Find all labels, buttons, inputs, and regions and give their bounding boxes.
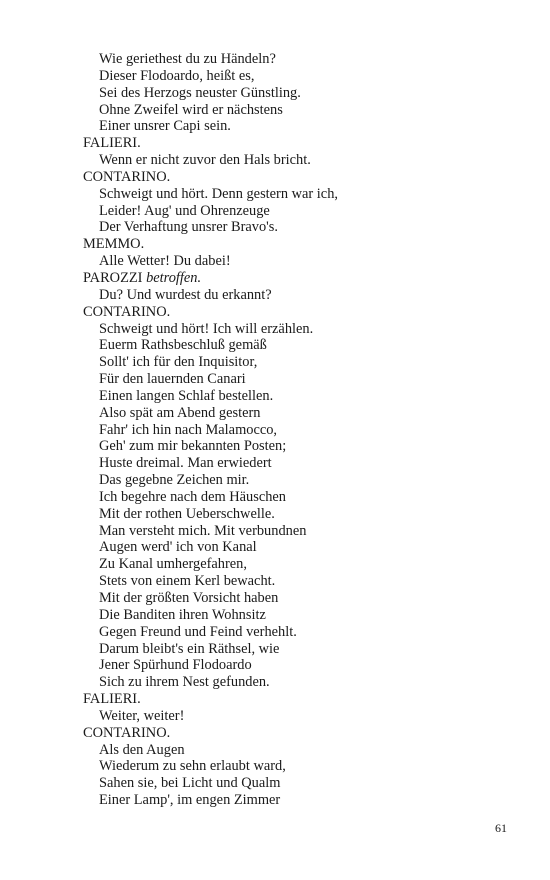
verse-text: Weiter, weiter! <box>99 707 185 724</box>
verse-line <box>83 152 523 169</box>
verse-line <box>83 708 523 725</box>
speaker-name: FALIERI. <box>83 135 141 152</box>
verse-text: Huste dreimal. Man erwiedert <box>99 455 272 472</box>
verse-line <box>83 674 523 691</box>
verse-text: Die Banditen ihren Wohnsitz <box>99 606 266 623</box>
verse-line <box>83 405 523 422</box>
verse-line <box>83 523 523 540</box>
verse-text: Sei des Herzogs neuster Günstling. <box>99 84 301 101</box>
verse-text: Schweigt und hört. Denn gestern war ich, <box>99 185 338 202</box>
speaker-line <box>83 270 523 287</box>
verse-text: Mit der rothen Ueberschwelle. <box>99 505 275 522</box>
verse-text: Ohne Zweifel wird er nächstens <box>99 101 283 118</box>
verse-line <box>83 742 523 759</box>
verse-text: Wie geriethest du zu Händeln? <box>99 51 276 67</box>
verse-line <box>83 758 523 775</box>
verse-line <box>83 657 523 674</box>
speaker-line <box>83 725 523 742</box>
verse-text: Gegen Freund und Feind verhehlt. <box>99 623 297 640</box>
verse-text: Man versteht mich. Mit verbundnen <box>99 522 307 539</box>
verse-text: Euerm Rathsbeschluß gemäß <box>99 337 267 354</box>
verse-line <box>83 506 523 523</box>
speaker-name: CONTARINO. <box>83 724 171 741</box>
speaker-line <box>83 135 523 152</box>
verse-text: Schweigt und hört! Ich will erzählen. <box>99 320 314 337</box>
verse-line <box>83 118 523 135</box>
speaker-name: FALIERI. <box>83 691 141 708</box>
verse-text: Einer Lamp', im engen Zimmer <box>99 792 281 809</box>
verse-text: Sahen sie, bei Licht und Qualm <box>99 775 281 792</box>
verse-line <box>83 388 523 405</box>
verse-text: Leider! Aug' und Ohrenzeuge <box>99 202 270 219</box>
verse-line <box>83 607 523 624</box>
verse-line <box>83 371 523 388</box>
verse-text: Fahr' ich hin nach Malamocco, <box>99 421 278 438</box>
verse-line <box>83 219 523 236</box>
verse-line <box>83 472 523 489</box>
verse-text: Also spät am Abend gestern <box>99 404 261 421</box>
verse-line <box>83 68 523 85</box>
verse-line <box>83 321 523 338</box>
verse-text: Mit der größten Vorsicht haben <box>99 590 279 606</box>
speaker-line <box>83 169 523 186</box>
verse-line <box>83 455 523 472</box>
speaker-name: MEMMO. <box>83 236 145 253</box>
stage-direction: betroffen. <box>146 269 202 286</box>
verse-line <box>83 337 523 354</box>
verse-text: Für den lauernden Canari <box>99 371 246 388</box>
verse-text: Jener Spürhund Flodoardo <box>99 657 252 674</box>
page-number: 61 <box>495 821 507 835</box>
verse-line <box>83 422 523 439</box>
verse-text: Als den Augen <box>99 741 185 758</box>
verse-text: Ich begehre nach dem Häuschen <box>99 488 286 505</box>
verse-text: Darum bleibt's ein Räthsel, wie <box>99 640 280 657</box>
speaker-line <box>83 304 523 321</box>
verse-line <box>83 539 523 556</box>
verse-line <box>83 438 523 455</box>
verse-text: Augen werd' ich von Kanal <box>99 539 257 556</box>
play-text <box>83 51 523 809</box>
speaker-name: CONTARINO. <box>83 168 171 185</box>
verse-text: Sollt' ich für den Inquisitor, <box>99 354 258 371</box>
verse-text: Dieser Flodoardo, heißt es, <box>99 67 255 84</box>
verse-line <box>83 590 523 607</box>
verse-text: Sich zu ihrem Nest gefunden. <box>99 674 270 691</box>
verse-text: Geh' zum mir bekannten Posten; <box>99 438 287 455</box>
verse-text: Alle Wetter! Du dabei! <box>99 253 231 270</box>
verse-text: Stets von einem Kerl bewacht. <box>99 573 276 590</box>
verse-line <box>83 556 523 573</box>
verse-text: Wiederum zu sehn erlaubt ward, <box>99 758 286 775</box>
verse-text: Zu Kanal umhergefahren, <box>99 556 247 573</box>
verse-line <box>83 775 523 792</box>
speaker-name: PAROZZI <box>83 269 143 286</box>
verse-text: Du? Und wurdest du erkannt? <box>99 286 272 303</box>
speaker-line <box>83 691 523 708</box>
verse-line <box>83 792 523 809</box>
speaker-line <box>83 236 523 253</box>
verse-line <box>83 85 523 102</box>
verse-line <box>83 354 523 371</box>
verse-line <box>83 489 523 506</box>
verse-text: Der Verhaftung unsrer Bravo's. <box>99 219 278 236</box>
verse-text: Wenn er nicht zuvor den Hals bricht. <box>99 152 311 169</box>
verse-line <box>83 573 523 590</box>
verse-line <box>83 287 523 304</box>
verse-line <box>83 186 523 203</box>
verse-line <box>83 51 523 68</box>
verse-line <box>83 253 523 270</box>
verse-text: Einen langen Schlaf bestellen. <box>99 387 274 404</box>
verse-line <box>83 102 523 119</box>
verse-line <box>83 203 523 220</box>
verse-line <box>83 641 523 658</box>
verse-line <box>83 624 523 641</box>
verse-text: Einer unsrer Capi sein. <box>99 118 231 135</box>
speaker-name: CONTARINO. <box>83 303 171 320</box>
verse-text: Das gegebne Zeichen mir. <box>99 472 250 489</box>
